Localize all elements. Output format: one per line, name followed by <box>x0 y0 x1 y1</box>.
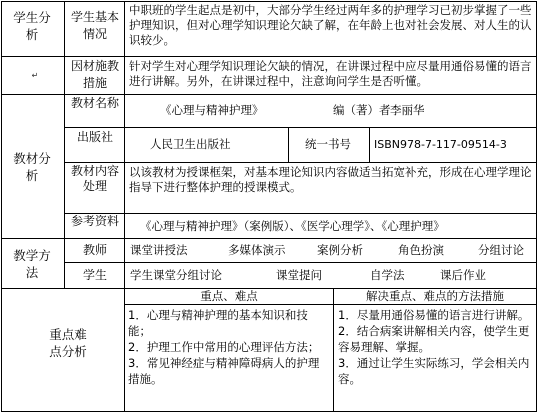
list-item: 3．常见神经症与精神障碍病人的护理措施。 <box>128 356 320 386</box>
textbook-name-label: 教材名称 <box>70 96 119 110</box>
row-label-basic: 学生基本情况 <box>70 10 119 41</box>
grid-line <box>1 238 536 239</box>
list-item: 3．通过让学生实际练习，学会相关内容。 <box>338 356 530 386</box>
list-item: 2．护理工作中常用的心理评估方法； <box>128 340 320 354</box>
solutions-header: 解决重点、难点的方法措施 <box>366 289 504 303</box>
grid-line <box>1 1 536 2</box>
empty-cell-mark: ↵ <box>31 71 39 80</box>
editor-value: 李丽华 <box>390 103 425 117</box>
textbook-name-value: 《心理与精神护理》 <box>160 103 264 117</box>
editor-label: 编（著）者 <box>333 103 391 117</box>
grid-line <box>124 288 125 411</box>
section-label-keypoints: 重点难点分析 <box>49 327 87 359</box>
basic-info-text: 中职班的学生起点是初中，大部分学生经过两年多的护理学习已初步掌握了一些护理知识，但对心理学知识理论欠缺了解，在年龄上也对社会发展、对人生的认识较少。 <box>129 3 532 47</box>
teacher-method-4: 角色扮演 <box>398 243 444 257</box>
solutions-list <box>338 307 532 410</box>
teacher-method-3: 案例分析 <box>317 243 363 257</box>
list-item: 1．尽量用通俗易懂的语言进行讲解。 <box>338 308 530 322</box>
publisher-label: 出版社 <box>76 130 113 144</box>
grid-line <box>288 127 289 162</box>
student-method-4: 课后作业 <box>440 268 486 282</box>
section-label-methods: 教学方法 <box>13 248 51 280</box>
teacher-method-1: 课堂讲授法 <box>130 243 188 257</box>
keypoints-list <box>128 307 328 410</box>
teacher-label: 教师 <box>82 243 107 257</box>
grid-line <box>333 288 334 411</box>
section-label-student: 学生分析 <box>13 10 51 42</box>
content-label: 教材内容处理 <box>70 164 119 193</box>
grid-line <box>64 213 536 214</box>
teacher-method-2: 多媒体演示 <box>228 243 286 257</box>
reference-text: 《心理与精神护理》（案例版）、《医学心理学》、《心理护理》 <box>140 219 445 233</box>
isbn-label: 统一书号 <box>305 137 351 151</box>
grid-line <box>124 1 125 288</box>
isbn-value: ISBN978-7-117-09514-3 <box>374 138 507 151</box>
keypoints-header: 重点、难点 <box>200 289 258 303</box>
student-method-1: 学生课堂分组讨论 <box>130 268 222 282</box>
teacher-method-5: 分组讨论 <box>478 243 524 257</box>
section-label-textbook: 教材分析 <box>13 151 51 183</box>
grid-line <box>1 94 536 95</box>
grid-line <box>1 56 536 57</box>
student-method-2: 课堂提问 <box>276 268 322 282</box>
grid-line <box>1 1 2 412</box>
grid-line <box>64 162 536 163</box>
row-label-measures: 因材施教措施 <box>70 59 119 90</box>
grid-line <box>64 1 65 288</box>
grid-line <box>64 127 536 128</box>
grid-line <box>369 127 370 162</box>
list-item: 1．心理与精神护理的基本知识和技能； <box>128 308 308 338</box>
grid-line <box>64 262 536 263</box>
publisher-value: 人民卫生出版社 <box>150 137 231 151</box>
measures-text: 针对学生对心理学知识理论欠缺的情况，在讲课过程中应尽量用通俗易懂的语言进行讲解。另外，在讲课过程中，注意询问学生是否听懂。 <box>129 59 532 88</box>
reference-label: 参考资料 <box>70 215 119 227</box>
student-method-3: 自学法 <box>370 268 405 282</box>
content-text: 以该教材为授课框架，对基本理论知识内容做适当拓宽补充，形成在心理学理论指导下进行整体护理的授课模式。 <box>129 165 532 194</box>
grid-line <box>124 304 536 305</box>
student-label: 学生 <box>82 268 107 282</box>
list-item: 2．结合病案讲解相关内容，使学生更容易理解、掌握。 <box>338 324 530 354</box>
